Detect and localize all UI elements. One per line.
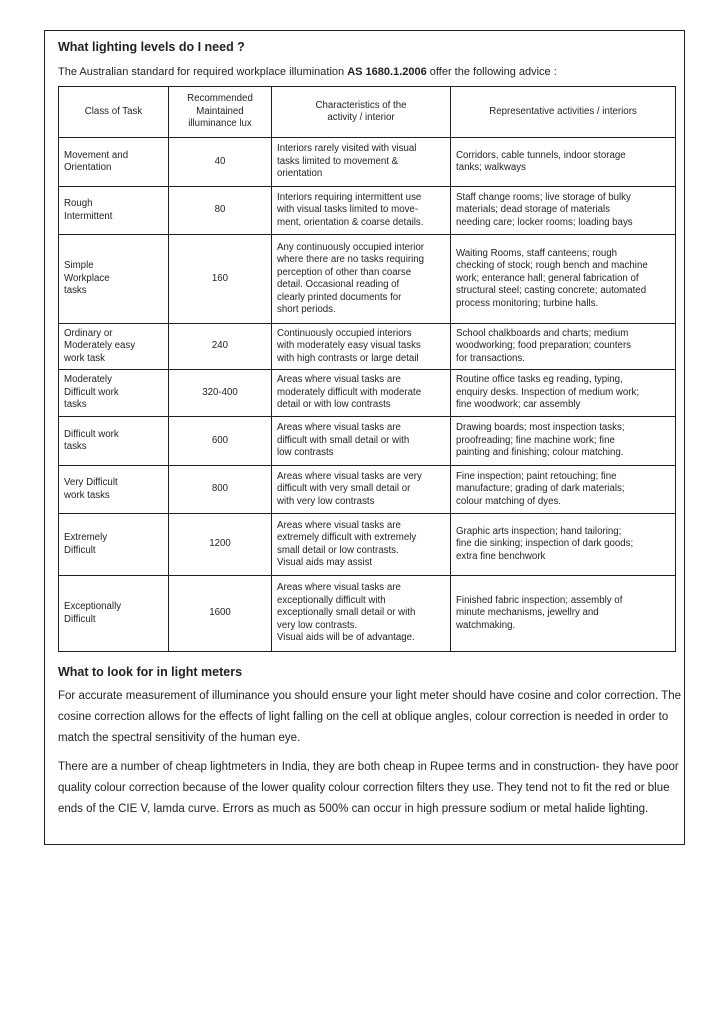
task-class: Very Difficult work tasks [59,466,169,514]
paragraph-cosine-correction: For accurate measurement of illuminance you should ensure your light meter should have cosine and color correction. The cosine correction allows for the effects of light falling on the cell at oblique angles, colour correction is needed in order to match the spectral sensitivity of the human eye. [58,690,682,744]
intro-text [58,66,557,78]
activities: Finished fabric inspection; assembly of minute mechanisms, jewellry and watchmaking. [451,576,676,652]
activities: Corridors, cable tunnels, indoor storage tanks; walkways [451,138,676,187]
intro-standard: AS 1680.1.2006 [347,66,427,78]
header-characteristics: Characteristics of the activity / interior [272,87,451,138]
activities: Routine office tasks eg reading, typing, enquiry desks. Inspection of medium work; fine woodwork; car assembly [451,370,676,417]
task-class: Exceptionally Difficult [59,576,169,652]
light-meters-heading: What to look for in light meters [58,665,243,679]
activities: Drawing boards; most inspection tasks; proofreading; fine machine work; fine painting and finishing; colour matching. [451,417,676,466]
task-class: Ordinary or Moderately easy work task [59,324,169,370]
characteristics: Any continuously occupied interior where there are no tasks requiring perception of other than coarse detail. Occasional reading of clearly printed documents for short periods. [272,235,451,324]
activities: School chalkboards and charts; medium woodworking; food preparation; counters for transactions. [451,324,676,370]
activities: Staff change rooms; live storage of bulky materials; dead storage of materials needing care; locker rooms; loading bays [451,187,676,235]
lux-value: 40 [169,138,272,187]
table-row [59,324,676,370]
table-header-row [59,87,676,138]
lux-value: 1200 [169,514,272,576]
table-row [59,235,676,324]
characteristics: Areas where visual tasks are moderately difficult with moderate detail or with low contrasts [272,370,451,417]
header-activities: Representative activities / interiors [451,87,676,138]
lux-value: 600 [169,417,272,466]
task-class: Moderately Difficult work tasks [59,370,169,417]
lux-value: 320-400 [169,370,272,417]
lux-value: 1600 [169,576,272,652]
characteristics: Areas where visual tasks are exceptionally difficult with exceptionally small detail or with very low contrasts. Visual aids will be of advantage. [272,576,451,652]
table-row [59,466,676,514]
task-class: Simple Workplace tasks [59,235,169,324]
task-class: Difficult work tasks [59,417,169,466]
characteristics: Areas where visual tasks are very difficult with very small detail or with very low contrasts [272,466,451,514]
characteristics: Interiors requiring intermittent use with visual tasks limited to move- ment, orientation & coarse details. [272,187,451,235]
lighting-levels-heading: What lighting levels do I need ? [58,40,245,54]
task-class: Movement and Orientation [59,138,169,187]
header-class-of-task: Class of Task [59,87,169,138]
characteristics: Areas where visual tasks are extremely difficult with extremely small detail or low contrasts. Visual aids may assist [272,514,451,576]
table-row [59,138,676,187]
lux-value: 800 [169,466,272,514]
intro-after: offer the following advice : [426,66,557,78]
table-row [59,576,676,652]
activities: Fine inspection; paint retouching; fine manufacture; grading of dark materials; colour matching of dyes. [451,466,676,514]
lux-value: 80 [169,187,272,235]
paragraph-cheap-lightmeters: There are a number of cheap lightmeters in India, they are both cheap in Rupee terms and in construction- they have poor quality colour correction because of the lower quality colour correction filters they use. They tend not to fit the red or blue ends of the CIE V, lamda curve. Errors as much as 500% can occur in high pressure sodium or metal halide lighting. [58,761,679,815]
intro-before: The Australian standard for required workplace illumination [58,66,348,78]
activities: Waiting Rooms, staff canteens; rough checking of stock; rough bench and machine work; enterance hall; general fabrication of structural steel; casting concrete; automated process monitoring; turbine halls. [451,235,676,324]
lighting-table [58,86,676,652]
table-row [59,417,676,466]
task-class: Extremely Difficult [59,514,169,576]
characteristics: Continuously occupied interiors with moderately easy visual tasks with high contrasts or large detail [272,324,451,370]
lux-value: 160 [169,235,272,324]
activities: Graphic arts inspection; hand tailoring; fine die sinking; inspection of dark goods; extra fine benchwork [451,514,676,576]
table-row [59,370,676,417]
characteristics: Interiors rarely visited with visual tasks limited to movement & orientation [272,138,451,187]
table-row [59,514,676,576]
task-class: Rough Intermittent [59,187,169,235]
lux-value: 240 [169,324,272,370]
characteristics: Areas where visual tasks are difficult with small detail or with low contrasts [272,417,451,466]
header-illuminance: Recommended Maintained illuminance lux [169,87,272,138]
table-row [59,187,676,235]
